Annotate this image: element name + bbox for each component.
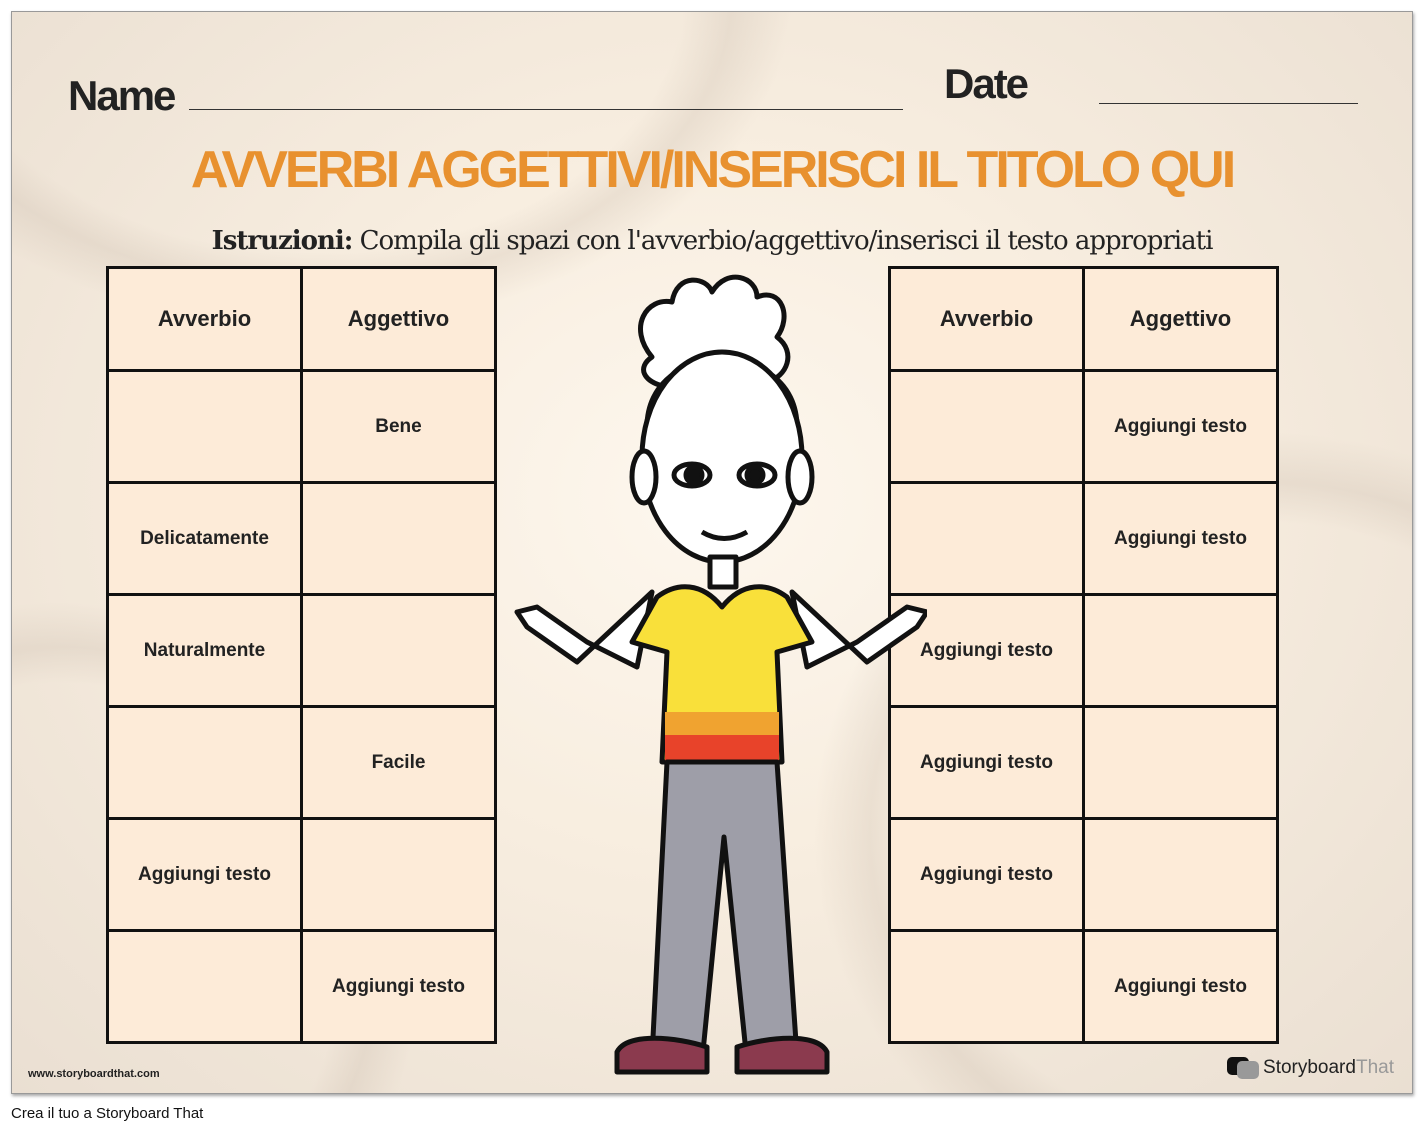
table-cell[interactable]: Aggiungi testo: [1084, 931, 1278, 1043]
table-cell[interactable]: Aggiungi testo: [1084, 483, 1278, 595]
table-cell[interactable]: Aggiungi testo: [890, 707, 1084, 819]
table-cell[interactable]: Delicatamente: [108, 483, 302, 595]
table-cell[interactable]: Aggiungi testo: [890, 595, 1084, 707]
date-line[interactable]: [1099, 103, 1358, 104]
brand-that: That: [1355, 1057, 1394, 1078]
table-row: [108, 371, 496, 483]
date-label: Date: [944, 60, 1028, 107]
instructions: [12, 226, 1412, 256]
table-row: [890, 819, 1278, 931]
table-header-row: [108, 268, 496, 371]
table-header-row: [890, 268, 1278, 371]
table-cell[interactable]: [108, 707, 302, 819]
table-cell[interactable]: [302, 819, 496, 931]
table-cell[interactable]: Aggiungi testo: [108, 819, 302, 931]
table-cell[interactable]: Naturalmente: [108, 595, 302, 707]
column-header: Avverbio: [108, 268, 302, 371]
table-row: [108, 483, 496, 595]
table-cell[interactable]: Aggiungi testo: [302, 931, 496, 1043]
name-line[interactable]: [189, 109, 903, 110]
table-cell[interactable]: [108, 371, 302, 483]
left-table: [106, 266, 497, 1044]
right-table: [888, 266, 1279, 1044]
instructions-label: Istruzioni:: [211, 226, 353, 256]
column-header: Avverbio: [890, 268, 1084, 371]
table-cell[interactable]: Bene: [302, 371, 496, 483]
instructions-text: Compila gli spazi con l'avverbio/aggettivo/inserisci il testo appropriati: [352, 226, 1213, 256]
name-label: Name: [68, 72, 175, 119]
table-row: [890, 595, 1278, 707]
worksheet: [11, 11, 1413, 1094]
table-cell[interactable]: [1084, 707, 1278, 819]
website-url[interactable]: www.storyboardthat.com: [28, 1068, 160, 1080]
speech-bubbles-icon: [1227, 1057, 1259, 1079]
table-cell[interactable]: [108, 931, 302, 1043]
column-header: Aggettivo: [1084, 268, 1278, 371]
character-illustration: [507, 257, 927, 1087]
table-row: [108, 931, 496, 1043]
table-row: [108, 707, 496, 819]
table-cell[interactable]: [302, 483, 496, 595]
create-storyboard-link[interactable]: Crea il tuo a Storyboard That: [11, 1105, 204, 1122]
table-cell[interactable]: [1084, 819, 1278, 931]
column-header: Aggettivo: [302, 268, 496, 371]
brand-storyboard: Storyboard: [1263, 1057, 1356, 1078]
storyboardthat-logo: [1227, 1057, 1394, 1079]
table-row: [890, 707, 1278, 819]
table-row: [890, 371, 1278, 483]
table-cell[interactable]: Aggiungi testo: [1084, 371, 1278, 483]
table-cell[interactable]: [302, 595, 496, 707]
table-row: [108, 595, 496, 707]
table-cell[interactable]: Facile: [302, 707, 496, 819]
table-row: [890, 931, 1278, 1043]
table-cell[interactable]: [1084, 595, 1278, 707]
table-cell[interactable]: Aggiungi testo: [890, 819, 1084, 931]
table-row: [890, 483, 1278, 595]
worksheet-title: AVVERBI AGGETTIVI/INSERISCI IL TITOLO QUI: [190, 141, 1234, 199]
table-row: [108, 819, 496, 931]
